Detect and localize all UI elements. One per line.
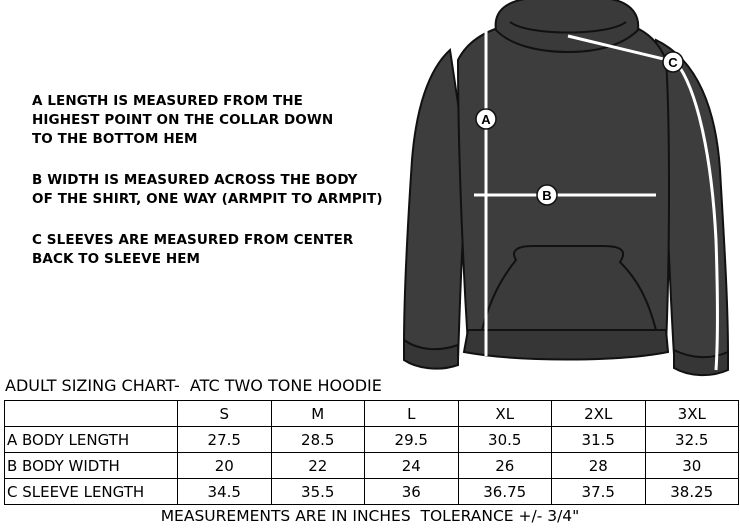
table-cell: 36.75 <box>458 479 552 505</box>
header-corner <box>5 401 178 427</box>
marker-a <box>476 109 496 129</box>
table-cell: 29.5 <box>365 427 459 453</box>
sizing-chart-title: ADULT SIZING CHART- ATC TWO TONE HOODIE <box>5 376 382 395</box>
table-header-row <box>5 401 739 427</box>
table-cell: 32.5 <box>645 427 739 453</box>
row-label: C SLEEVE LENGTH <box>5 479 178 505</box>
table-cell: 20 <box>178 453 272 479</box>
size-header: 2XL <box>552 401 646 427</box>
hoodie-diagram <box>398 0 740 378</box>
marker-b-label: B <box>542 188 552 203</box>
size-header: M <box>271 401 365 427</box>
table-cell: 24 <box>365 453 459 479</box>
size-header: XL <box>458 401 552 427</box>
table-cell: 22 <box>271 453 365 479</box>
sizing-table <box>4 400 739 505</box>
measurement-instructions <box>32 92 412 291</box>
size-header: 3XL <box>645 401 739 427</box>
table-cell: 30 <box>645 453 739 479</box>
table-cell: 28 <box>552 453 646 479</box>
instruction-length: A LENGTH IS MEASURED FROM THE HIGHEST POINT ON THE COLLAR DOWN TO THE BOTTOM HEM <box>32 93 334 147</box>
table-row <box>5 479 739 505</box>
marker-a-label: A <box>481 112 491 127</box>
table-cell: 37.5 <box>552 479 646 505</box>
table-cell: 35.5 <box>271 479 365 505</box>
table-cell: 31.5 <box>552 427 646 453</box>
size-header: L <box>365 401 459 427</box>
table-row <box>5 453 739 479</box>
table-cell: 28.5 <box>271 427 365 453</box>
measurement-footnote: MEASUREMENTS ARE IN INCHES TOLERANCE +/- 3/4" <box>160 507 580 525</box>
instruction-width: B WIDTH IS MEASURED ACROSS THE BODY OF THE SHIRT, ONE WAY (ARMPIT TO ARMPIT) <box>32 172 383 207</box>
size-header: S <box>178 401 272 427</box>
table-cell: 36 <box>365 479 459 505</box>
marker-b <box>537 185 557 205</box>
table-row <box>5 427 739 453</box>
table-cell: 34.5 <box>178 479 272 505</box>
instruction-sleeve: C SLEEVES ARE MEASURED FROM CENTER BACK TO SLEEVE HEM <box>32 232 354 267</box>
marker-c-label: C <box>668 55 678 70</box>
table-cell: 38.25 <box>645 479 739 505</box>
table-cell: 26 <box>458 453 552 479</box>
row-label: B BODY WIDTH <box>5 453 178 479</box>
table-cell: 30.5 <box>458 427 552 453</box>
table-cell: 27.5 <box>178 427 272 453</box>
marker-c <box>663 52 683 72</box>
row-label: A BODY LENGTH <box>5 427 178 453</box>
